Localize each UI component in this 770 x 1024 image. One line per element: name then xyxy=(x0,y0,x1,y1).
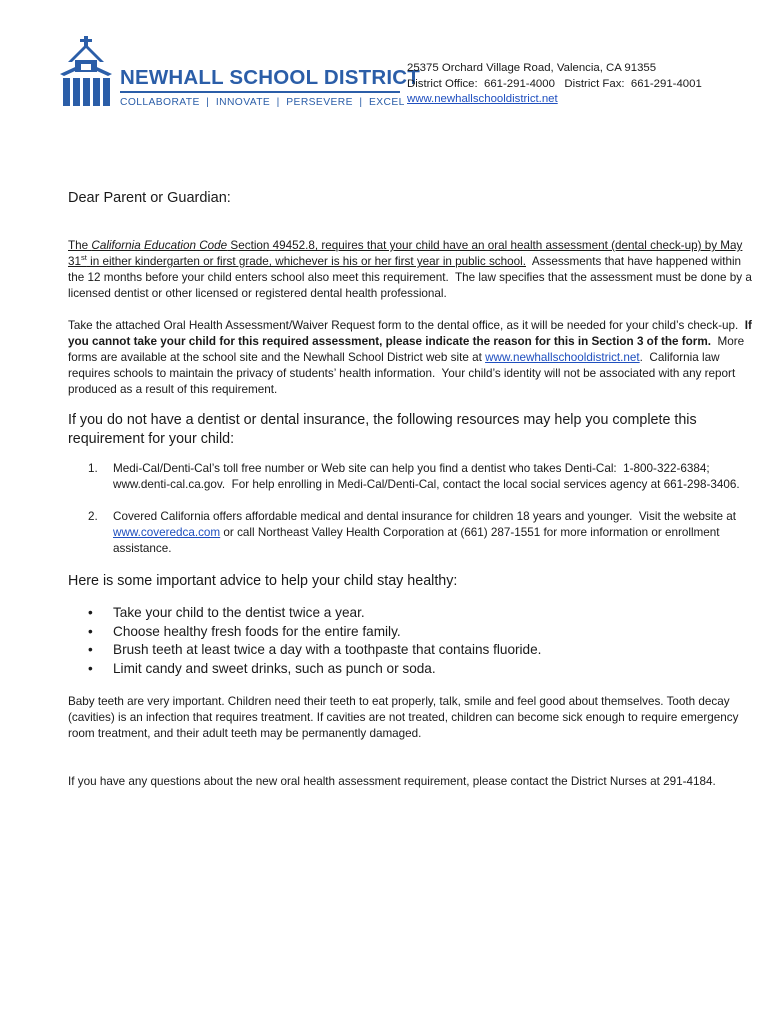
resource-text-lead: Covered California offers affordable medical and dental insurance for children 18 years and younger. Visit the website at xyxy=(113,510,740,523)
schoolhouse-icon xyxy=(60,36,112,108)
resources-list xyxy=(68,461,752,557)
advice-list xyxy=(68,604,752,678)
closing-paragraph: If you have any questions about the new oral health assessment requirement, please contact the District Nurses at 291-4184. xyxy=(68,775,716,788)
list-number: 2. xyxy=(88,510,98,523)
coveredca-link[interactable]: www.coveredca.com xyxy=(113,526,221,539)
para1-after-sup: in either kindergarten or first grade, whichever is his or her first year in public school. xyxy=(86,255,526,268)
resources-heading: If you do not have a dentist or dental insurance, the following resources may help you complete this requirement for your child: xyxy=(68,412,697,447)
advice-heading: Here is some important advice to help your child stay healthy: xyxy=(68,573,458,589)
para2-website-link[interactable]: www.newhallschooldistrict.net xyxy=(485,351,640,364)
bullet-icon: • xyxy=(88,660,93,676)
list-item xyxy=(68,461,752,493)
bullet-icon: • xyxy=(88,642,93,657)
list-item xyxy=(68,509,752,557)
district-tagline: COLLABORATE | INNOVATE | PERSEVERE | EXCEL xyxy=(120,97,405,108)
resource-text: Medi-Cal/Denti-Cal’s toll free number or Web site can help you find a dentist who takes Denti-Cal: 1-800-322-6384; www.denti-cal.ca.gov. For help enrolling in Medi-Cal/Denti-Cal, contact the local social services agency at 661-298-3406. xyxy=(113,462,740,491)
para2-mid: More forms are available at the school site and the Newhall School District web site at xyxy=(68,335,748,364)
advice-text: Limit candy and sweet drinks, such as punch or soda. xyxy=(113,660,436,676)
form-paragraph xyxy=(68,318,752,398)
district-address: 25375 Orchard Village Road, Valencia, CA 91355 xyxy=(407,62,657,74)
bullet-icon: • xyxy=(88,623,93,639)
list-item xyxy=(68,660,752,679)
list-item xyxy=(68,604,752,623)
baby-teeth-paragraph: Baby teeth are very important. Children need their teeth to eat properly, talk, smile and feel good about themselves. Tooth decay (cavities) is an infection that requires treatment. If cavities are not treated, children can become sick enough to require emergency room treatment, and their adult teeth may be permanently damaged. xyxy=(68,695,739,740)
list-item xyxy=(68,641,752,660)
resource-text-rest: or call Northeast Valley Health Corporation at (661) 287-1551 for more information or enrollment assistance. xyxy=(113,526,720,555)
greeting: Dear Parent or Guardian: xyxy=(68,190,231,206)
education-code-name: California Education Code xyxy=(91,239,228,252)
district-website-link[interactable]: www.newhallschooldistrict.net xyxy=(407,93,558,105)
advice-text: Take your child to the dentist twice a year. xyxy=(113,605,365,620)
district-name: NEWHALL SCHOOL DISTRICT xyxy=(120,66,420,89)
para2-bold-instruction: If you cannot take your child for this required assessment, please indicate the reason for this in Section 3 of the form. xyxy=(68,319,752,348)
advice-text: Choose healthy fresh foods for the entire family. xyxy=(113,623,401,639)
para1-section: Section 49452.8, requires that your child have an oral health assessment (dental check-up) by May 31 xyxy=(68,239,743,268)
requirement-paragraph xyxy=(68,238,756,302)
bullet-icon: • xyxy=(88,605,93,620)
para1-sup: st xyxy=(81,253,87,263)
district-contact xyxy=(407,61,702,108)
para1-rest: Assessments that have happened within the 12 months before your child enters school also meet this requirement. The law specifies that the assessment must be done by a licensed dentist or other licensed or registered dental health professional. xyxy=(68,255,756,300)
advice-text: Brush teeth at least twice a day with a toothpaste that contains fluoride. xyxy=(113,642,542,657)
district-logo xyxy=(60,36,420,114)
para1-lead: The xyxy=(68,239,92,252)
list-item xyxy=(68,623,752,642)
logo-divider xyxy=(120,91,400,93)
para2-end: . California law requires schools to maintain the privacy of students’ health information. Your child’s identity will not be associated with any report produced as a result of this requirement. xyxy=(68,351,739,396)
para2-lead: Take the attached Oral Health Assessment/Waiver Request form to the dental office, as it will be needed for your child’s check-up. xyxy=(68,319,745,332)
list-number: 1. xyxy=(88,462,98,475)
district-phones: District Office: 661-291-4000 District Fax: 661-291-4001 xyxy=(407,77,702,90)
